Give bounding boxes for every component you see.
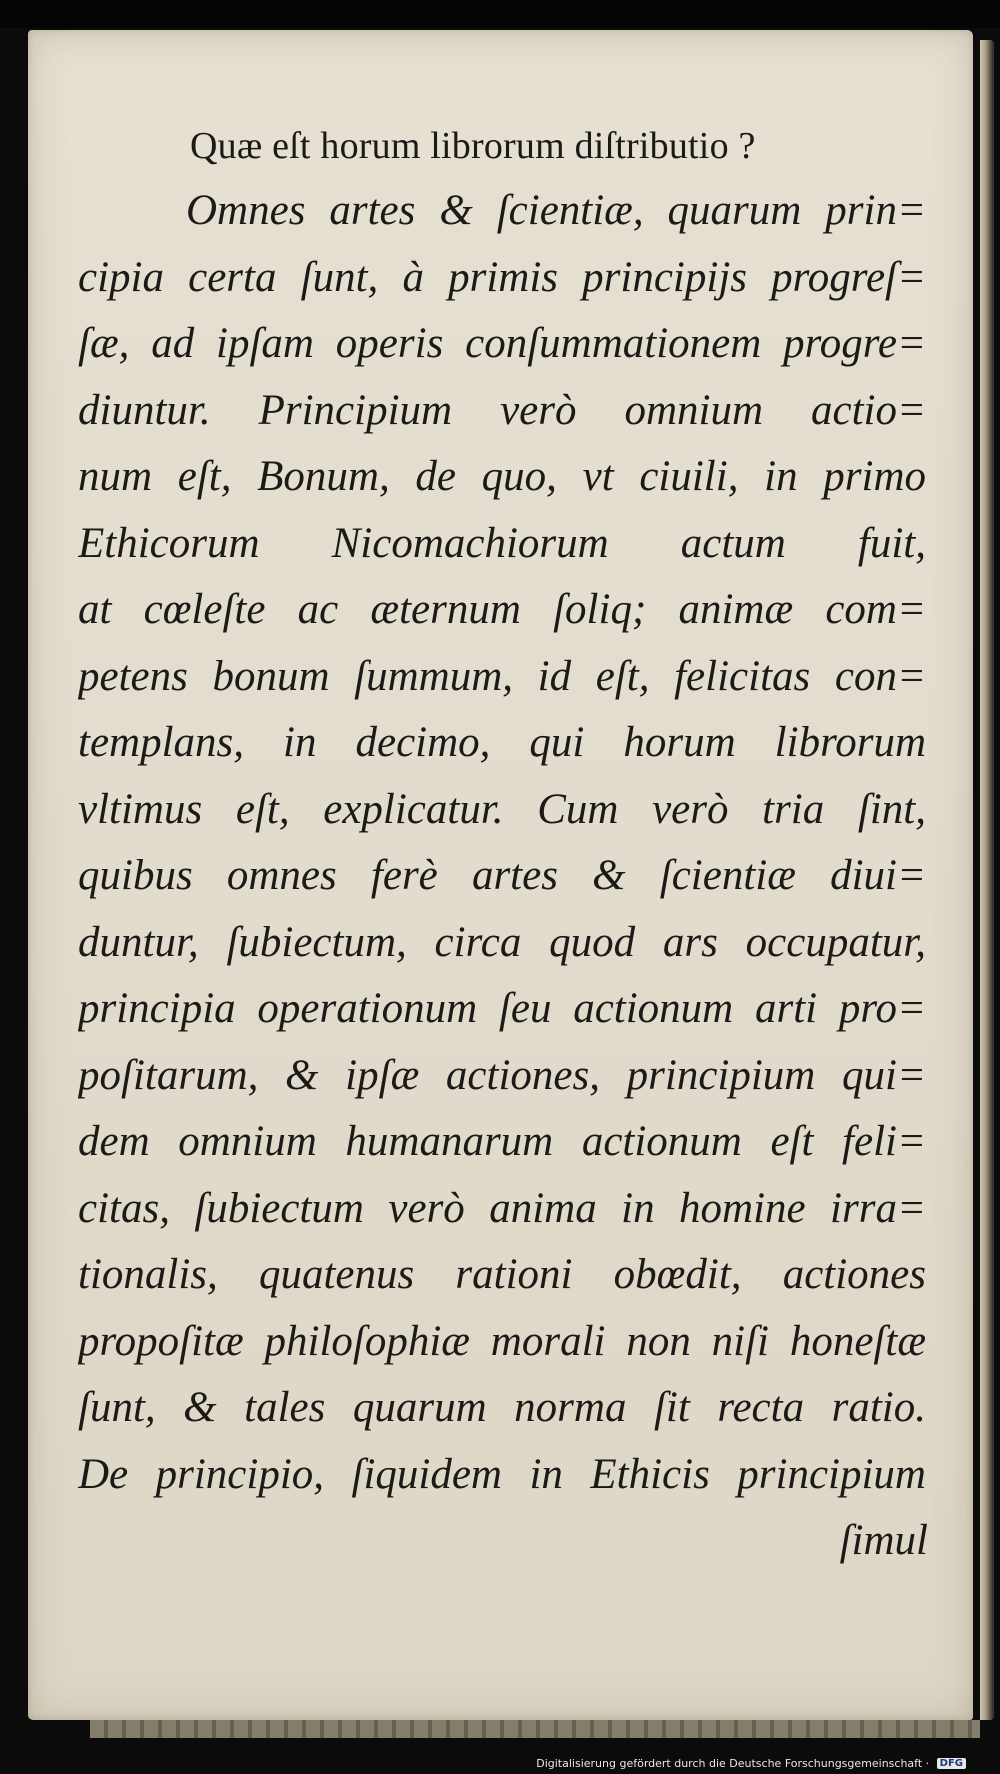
text-line: quibus omnes ferè artes & ſcientiæ diui=: [78, 852, 926, 899]
page-heading: Quæ eſt horum librorum diſtributio ?: [190, 125, 756, 167]
text-line: vltimus eſt, explicatur. Cum verò tria ſint,: [78, 785, 926, 833]
text-line: tionalis, quatenus rationi obœdit, actiones: [78, 1251, 926, 1298]
text-line: ſunt, & tales quarum norma ſit recta ratio.: [78, 1384, 926, 1431]
digitization-credit: [536, 1757, 966, 1770]
text-line: diuntur. Principium verò omnium actio=: [78, 386, 926, 434]
page-edge: [980, 40, 994, 1720]
text-line: dem omnium humanarum actionum eſt feli=: [78, 1118, 926, 1165]
text-line: at cœleſte ac æternum ſoliq; animæ com=: [78, 586, 926, 633]
text-line: citas, ſubiectum verò anima in homine irra=: [78, 1184, 926, 1232]
text-line: petens bonum ſummum, id eſt, felicitas con=: [78, 652, 926, 700]
page-bottom-edge: [90, 1720, 980, 1738]
catchword: ſimul: [839, 1517, 928, 1564]
text-line: Omnes artes & ſcientiæ, quarum prin=: [186, 187, 926, 234]
text-line: ſæ, ad ipſam operis conſummationem progre=: [78, 320, 926, 367]
dfg-logo: DFG: [937, 1758, 966, 1769]
text-line: De principio, ſiquidem in Ethicis principium: [78, 1450, 926, 1498]
text-line: templans, in decimo, qui horum librorum: [78, 719, 926, 766]
text-line: duntur, ſubiectum, circa quod ars occupatur,: [78, 918, 926, 966]
page-text: [78, 118, 948, 1575]
text-line: propoſitæ philoſophiæ morali non niſi honeſtæ: [78, 1317, 926, 1365]
text-line: cipia certa ſunt, à primis principijs progreſ=: [78, 253, 926, 301]
text-line: Ethicorum Nicomachiorum actum fuit,: [78, 519, 926, 567]
scan-border-top: [0, 0, 1000, 28]
text-line: num eſt, Bonum, de quo, vt ciuili, in primo: [78, 453, 926, 500]
credit-text: Digitalisierung gefördert durch die Deutsche Forschungsgemeinschaft ·: [536, 1757, 930, 1770]
text-line: poſitarum, & ipſæ actiones, principium qui=: [78, 1051, 926, 1099]
text-line: principia operationum ſeu actionum arti pro=: [78, 985, 926, 1032]
